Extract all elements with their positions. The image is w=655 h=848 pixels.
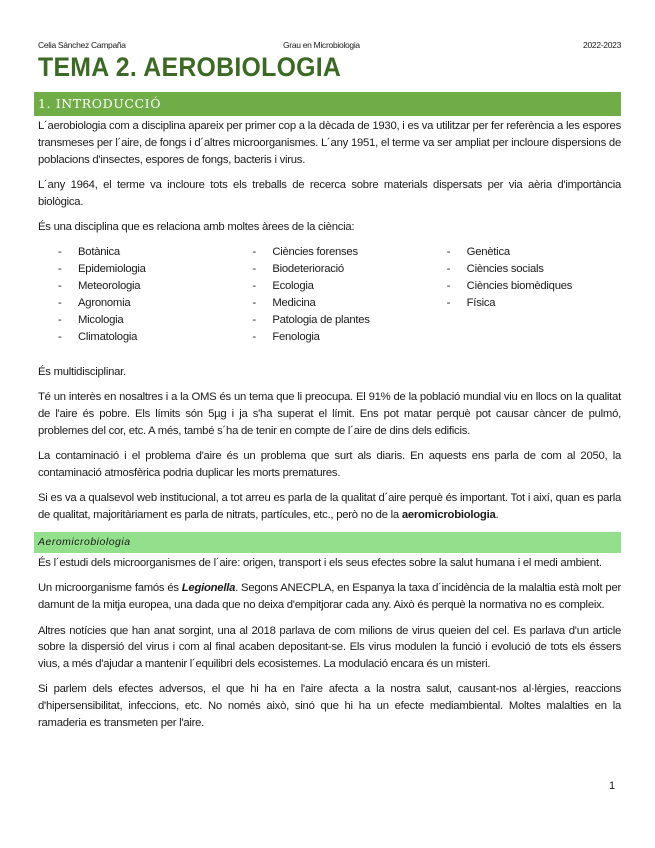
text-run: . Segons ANECPLA, en Espanya la taxa d´incidència de la malaltia està molt per damunt de la mitja europea, una dada que no deixa d'empitjorar cada any. Això és perquè la normativa no es compleix. [38, 582, 621, 612]
paragraph: Té un interès en nosaltres i a la OMS és un tema que li preocupa. El 91% de la població mundial viu en llocs on la qualitat de l'aire és pobre. Els límits són 5µg i ja s'ha superat el límit. Ens pot matar perquè pot causar càncer de pulmó, problemes del cor, etc. A més, també s´ha de tenir en compte de l´aire de dins dels edificis. [38, 391, 621, 437]
header-year: 2022-2023 [583, 40, 621, 50]
document-body [38, 118, 621, 740]
list-item-label: Ciències socials [466, 262, 544, 275]
bullet-dash: - [252, 330, 256, 343]
list-item [232, 329, 426, 346]
list-item [232, 244, 426, 261]
subsection-heading-aeromicrobiologia: Aeromicrobiologia [34, 532, 621, 553]
list-item-label: Botànica [78, 245, 120, 258]
paragraph: És multidisciplinar. [38, 365, 126, 378]
list-item-label: Meteorologia [78, 279, 141, 292]
list-item [38, 295, 232, 312]
science-areas-list [38, 244, 621, 346]
list-item-label: Epidemiologia [78, 262, 146, 275]
paragraph [38, 580, 621, 614]
paragraph: La contaminació i el problema d'aire és un problema que surt als diaris. En aquests ens parla de com al 2050, la contaminació atmosfèrica podria duplicar les morts prematures. [38, 449, 621, 479]
bullet-dash: - [252, 279, 256, 292]
bullet-dash: - [252, 262, 256, 275]
bold-italic-term: Legionella [181, 582, 236, 595]
bullet-dash: - [252, 313, 256, 326]
list-item [38, 278, 232, 295]
paragraph: És l´estudi dels microorganismes de l´aire: origen, transport i els seus efectes sobre la salut humana i el medi ambient. [38, 557, 602, 570]
list-item-label: Fenologia [272, 330, 320, 343]
list-item [232, 295, 426, 312]
bullet-dash: - [252, 296, 256, 309]
list-item-label: Agronomia [78, 296, 131, 309]
list-item-label: Medicina [272, 296, 316, 309]
list-item-label: Ciències forenses [272, 245, 358, 258]
list-item [232, 261, 426, 278]
list-item-label: Micologia [78, 313, 124, 326]
list-item-label: Biodeterioració [272, 262, 344, 275]
bullet-dash: - [446, 245, 451, 258]
bullet-dash: - [58, 296, 62, 309]
list-item [427, 244, 621, 261]
list-item [38, 244, 232, 261]
list-item [427, 295, 621, 312]
text-run: . [495, 508, 499, 521]
list-item-label: Ecologia [272, 279, 314, 292]
bullet-dash: - [446, 279, 451, 292]
bullet-dash: - [446, 296, 451, 309]
paragraph: Altres notícies que han anat sorgint, una al 2018 parlava de com milions de virus queien del cel. Es parlava d'un article sobre la dispersió del virus i com al final acaben depositant-se. Els virus modulen la funció i evolució de tots els éssers vius, a més d'ajudar a mantenir l´equilibri dels ecosistemes. La modulació encara és un misteri. [38, 624, 621, 671]
list-item-label: Ciències biomèdiques [466, 279, 573, 292]
bullet-dash: - [446, 262, 451, 275]
bullet-dash: - [58, 313, 62, 326]
list-item [232, 312, 426, 329]
list-item [427, 261, 621, 278]
page-title: TEMA 2. AEROBIOLOGIA [38, 52, 342, 82]
bold-term: aeromicrobiologia [401, 508, 496, 521]
paragraph [38, 490, 621, 524]
bullet-dash: - [58, 330, 62, 343]
list-column-3 [427, 244, 621, 346]
list-item-label: Física [466, 296, 496, 309]
list-item [232, 278, 426, 295]
list-item [427, 278, 621, 295]
header-course: Grau en Microbiologia [283, 40, 360, 50]
paragraph: L´any 1964, el terme va incloure tots els treballs de recerca sobre materials dispersats per via aèria d'importància biològica. [38, 178, 621, 208]
paragraph: Si parlem dels efectes adversos, el que hi ha en l'aire afecta a la nostra salut, causant-nos al·lèrgies, reaccions d'hipersensibilitat, infeccions, etc. No només això, sinó que hi ha un efecte mediambiental. Moltes malalties en la ramaderia es transmeten per l'aire. [38, 683, 621, 730]
paragraph: És una disciplina que es relaciona amb moltes àrees de la ciència: [38, 220, 355, 233]
list-item-label: Climatologia [78, 330, 138, 343]
list-item-label: Patologia de plantes [272, 313, 370, 326]
list-item [38, 261, 232, 278]
text-run: Un microorganisme famós és [38, 582, 182, 595]
paragraph: L´aerobiologia com a disciplina apareix per primer cop a la dècada de 1930, i es va utilitzar per fer referència a les espores transmeses per l´aire, de fongs i d´altres microorganismes. L´any 1951, el terme va ser ampliat per incloure dispersions de poblacions d'insectes, espores de fongs, bacteris i virus. [38, 120, 621, 166]
list-item-label: Genètica [466, 245, 510, 258]
list-item [38, 312, 232, 329]
page-number: 1 [609, 780, 616, 792]
bullet-dash: - [252, 245, 256, 258]
bullet-dash: - [58, 245, 62, 258]
list-item [38, 329, 232, 346]
list-column-2 [232, 244, 426, 346]
bullet-dash: - [58, 262, 62, 275]
list-column-1 [38, 244, 232, 346]
header-author: Celia Sánchez Campaña [38, 40, 126, 50]
bullet-dash: - [58, 279, 62, 292]
section-heading-introduccio: 1. INTRODUCCIÓ [34, 92, 621, 116]
text-run: Si es va a qualsevol web institucional, a tot arreu es parla de la qualitat d´aire perquè és important. Tot i així, quan es parla de qualitat, majoritàriament es parla de nitrats, partícules, etc., però no de la [38, 492, 621, 521]
